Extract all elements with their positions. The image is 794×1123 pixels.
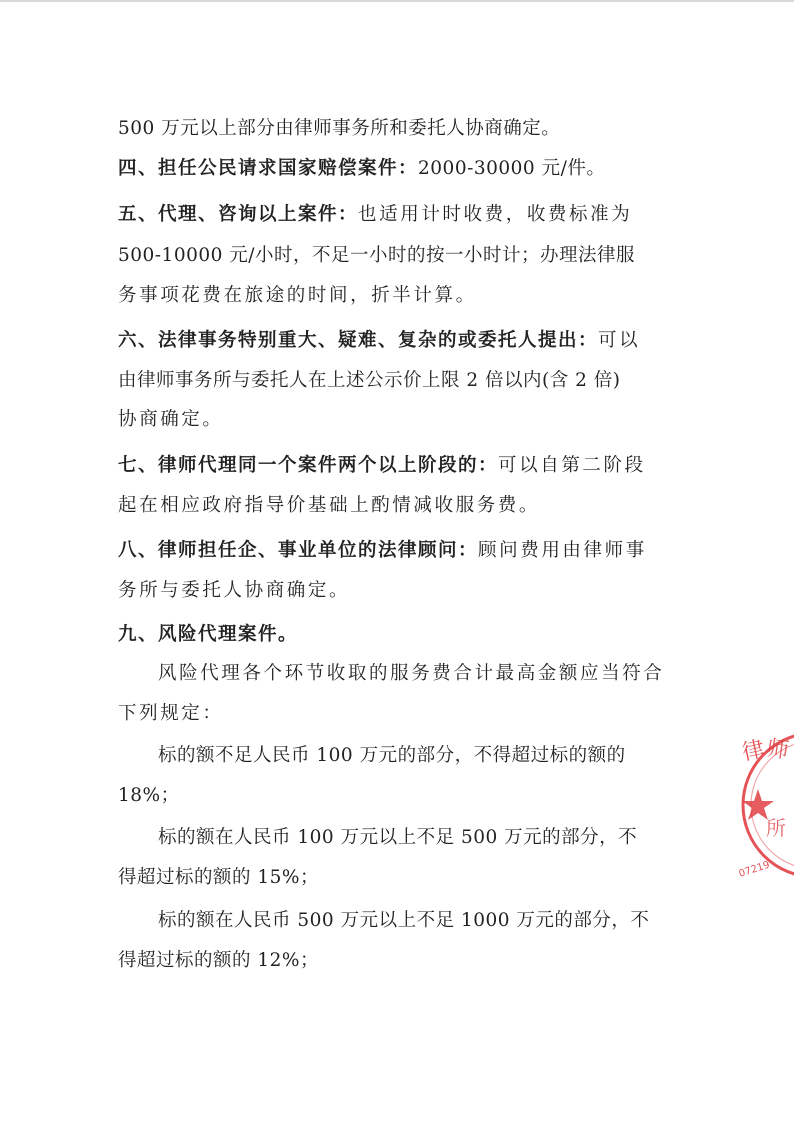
item-5-text-1: 也适用计时收费，收费标准为 <box>358 204 633 225</box>
item-5-heading: 五、代理、咨询以上案件： <box>118 204 359 225</box>
item-5-line-2: 500-10000 元/小时，不足一小时的按一小时计；办理法律服 <box>118 245 636 266</box>
item-6-line-1 <box>118 328 684 354</box>
rule-2-line-2: 得超过标的额的 15%； <box>118 867 320 888</box>
rule-1-line-2: 18%； <box>118 785 180 806</box>
item-7-heading: 七、律师代理同一个案件两个以上阶段的： <box>118 455 499 476</box>
item-4-text: 2000-30000 元/件。 <box>418 158 606 179</box>
item-8-text-1: 顾问费用由律师事 <box>478 540 647 561</box>
item-6-line-2: 由律师事务所与委托人在上述公示价上限 2 倍以内(含 2 倍) <box>118 370 621 391</box>
item-7-text-1: 可以自第二阶段 <box>498 455 646 476</box>
item-9-heading: 九、风险代理案件。 <box>118 624 299 645</box>
rule-3-line-1: 标的额在人民币 500 万元以上不足 1000 万元的部分，不 <box>158 910 650 931</box>
svg-text:师: 师 <box>765 736 791 765</box>
law-firm-seal <box>737 725 794 885</box>
svg-text:07219: 07219 <box>737 859 772 880</box>
continuation-line: 500 万元以上部分由律师事务所和委托人协商确定。 <box>118 118 561 139</box>
item-8-line-2: 务所与委托人协商确定。 <box>118 580 351 601</box>
risk-intro-line-1: 风险代理各个环节收取的服务费合计最高金额应当符合 <box>158 663 665 684</box>
item-5-line-1 <box>118 202 684 228</box>
item-8-line-1 <box>118 538 684 564</box>
rule-3-line-2: 得超过标的额的 12%； <box>118 950 320 971</box>
risk-intro-line-2: 下列规定： <box>118 703 224 724</box>
item-8-heading: 八、律师担任企、事业单位的法律顾问： <box>118 540 479 561</box>
item-7-line-2: 起在相应政府指导价基础上酌情减收服务费。 <box>118 495 541 516</box>
rule-2-line-1: 标的额在人民币 100 万元以上不足 500 万元的部分，不 <box>158 827 638 848</box>
item-5-line-3: 务事项花费在旅途的时间，折半计算。 <box>118 285 477 306</box>
item-6-text-1: 可以 <box>598 330 641 351</box>
item-7-line-1 <box>118 453 684 479</box>
svg-text:律: 律 <box>740 736 767 766</box>
item-4-heading: 四、担任公民请求国家赔偿案件： <box>118 158 419 179</box>
item-6-line-3: 协商确定。 <box>118 409 224 430</box>
rule-1-line-1: 标的额不足人民币 100 万元的部分，不得超过标的额的 <box>158 745 626 766</box>
svg-text:所: 所 <box>766 816 786 840</box>
item-9 <box>118 622 684 648</box>
item-6-heading: 六、法律事务特别重大、疑难、复杂的或委托人提出： <box>118 330 599 351</box>
item-4 <box>118 156 684 182</box>
